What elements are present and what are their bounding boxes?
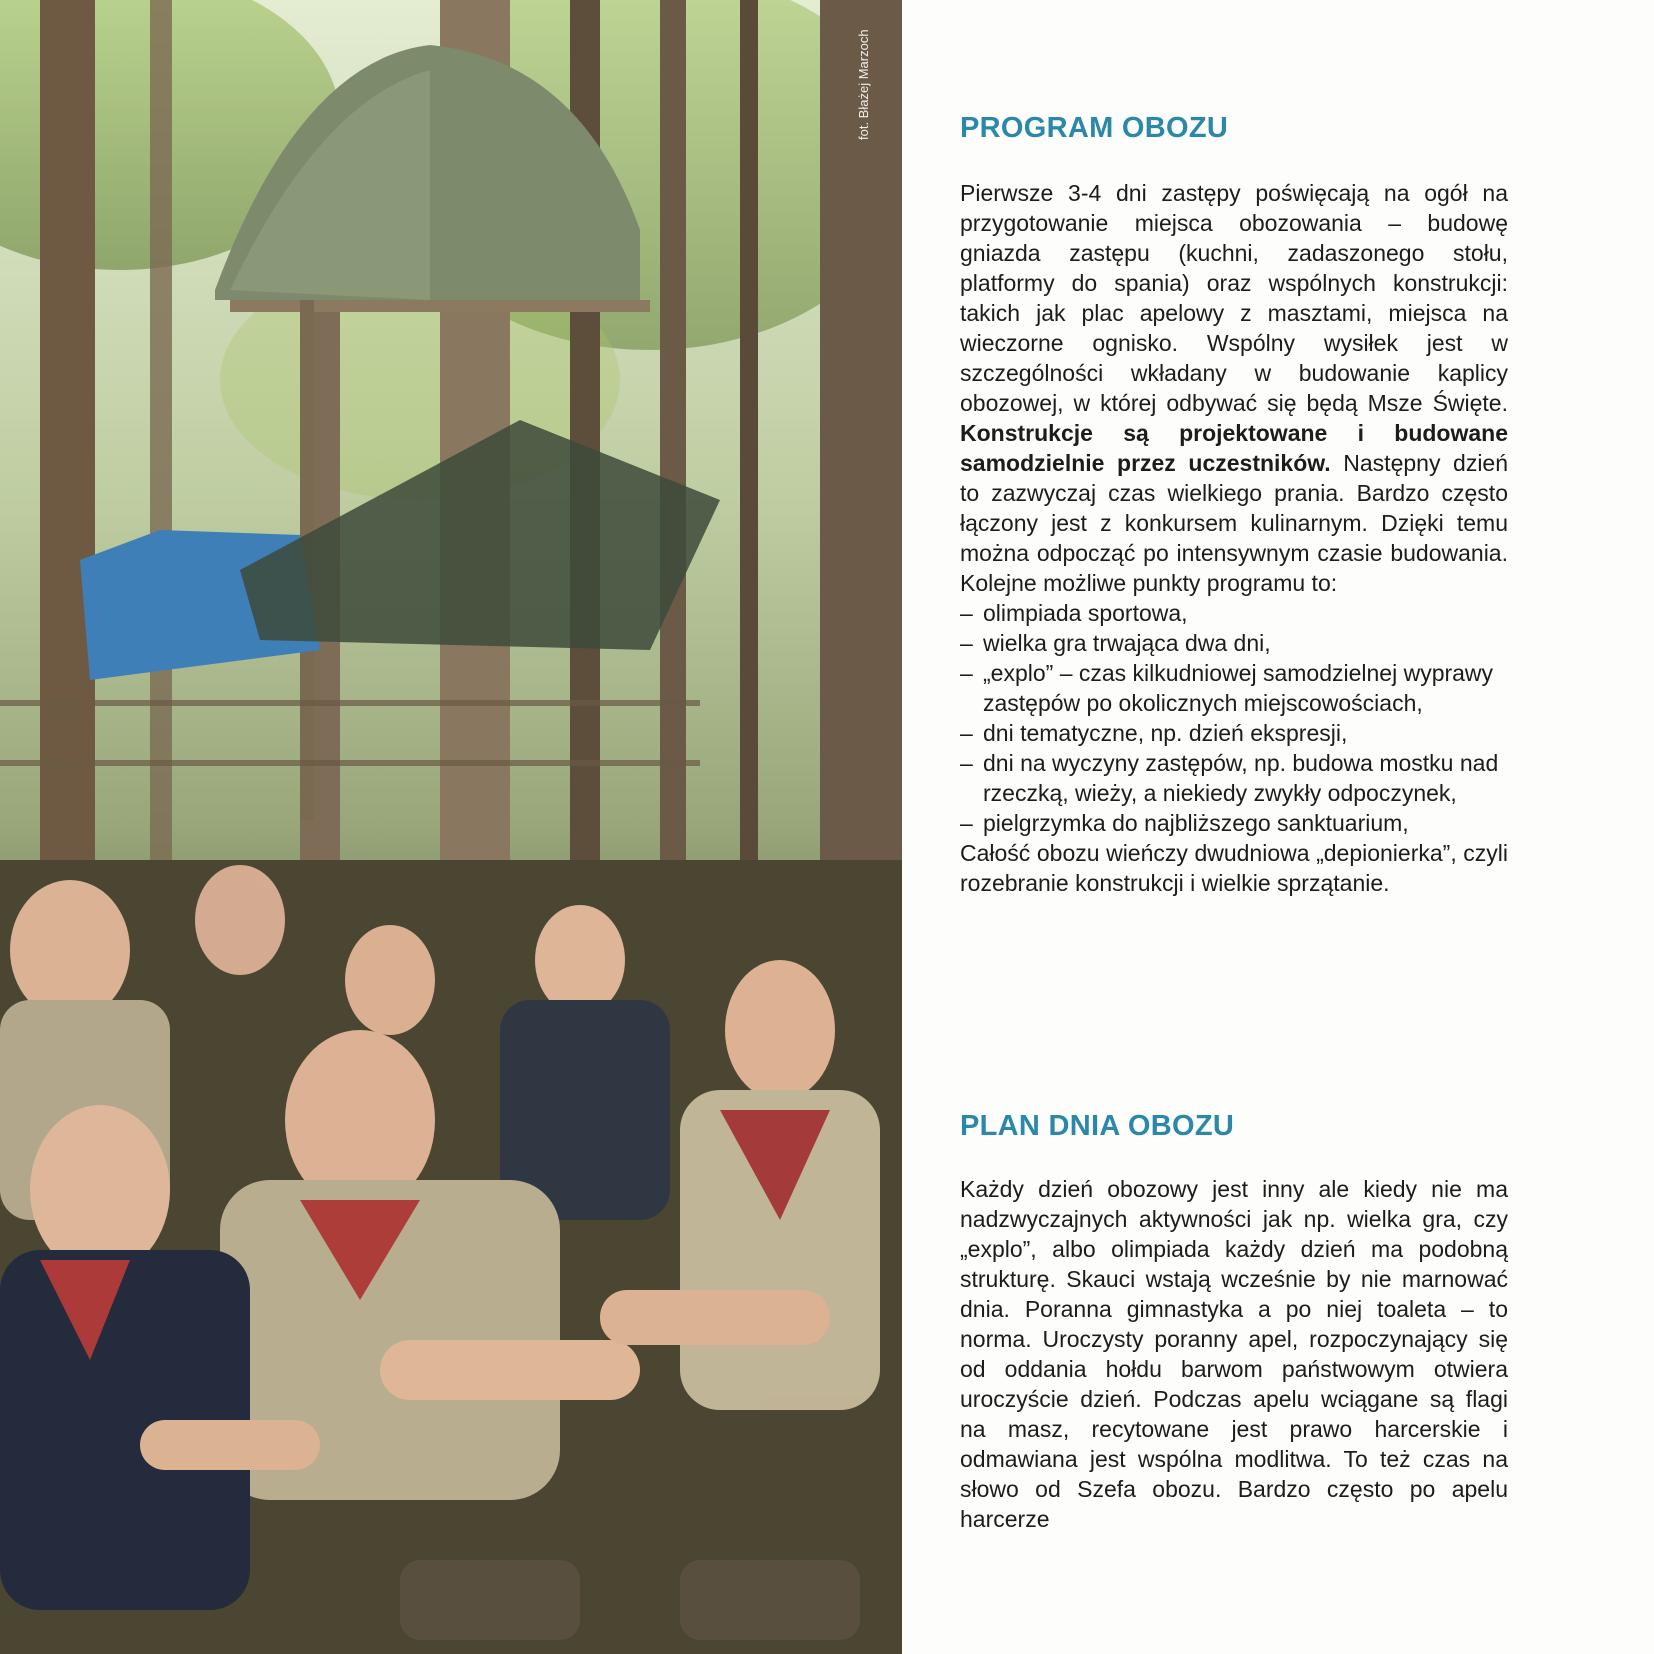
program-bold-statement: Konstrukcje są projektowane i budowane samodzielnie przez uczestników. (960, 420, 1508, 476)
program-after-bold: Następny dzień to zazwyczaj czas wielkiego prania. Bardzo często łączony jest z konkursem kulinarnym. Dzięki temu można odpocząć po intensywnym czasie budowania. Kolejne możliwe punkty programu to: (960, 450, 1509, 596)
program-intro: Pierwsze 3-4 dni zastępy poświęcają na ogół na przygotowanie miejsca obozowania – budowę gniazda zastępu (kuchni, zadaszonego stołu, platformy do spania) oraz wspólnych konstrukcji: takich jak plac apelowy z masztami, miejsca na wieczorne ognisko. Wspólny wysiłek jest w szczególności wkładany w budowanie kaplicy obozowej, w której odbywać się będą Msze Święte. (960, 180, 1508, 416)
day-plan-body: Każdy dzień obozowy jest inny ale kiedy nie ma nadzwyczajnych aktywności jak np. wielka gra, czy „explo”, albo olimpiada każdy dzień ma podobną strukturę. Skauci wstają wcześnie by nie marnować dnia. Poranna gimnastyka a po niej toaleta – to norma. Uroczysty poranny apel, rozpoczynający się od oddania hołdu barwom państwowym otwiera uroczyście dzień. Podczas apelu wciągane są flagi na masz, recytowane jest prawo harcerskie i odmawiana jest wspólna modlitwa. To też czas na słowo od Szefa obozu. Bardzo często po apelu harcerze (960, 1176, 1508, 1532)
program-activity-list (960, 598, 1508, 838)
list-item: – olimpiada sportowa, (960, 598, 1508, 628)
list-item: – dni tematyczne, np. dzień ekspresji, (960, 718, 1508, 748)
list-item: – dni na wyczyny zastępów, np. budowa mostku nad rzeczką, wieży, a niekiedy zwykły odpoczynek, (960, 748, 1508, 808)
section-heading-day-plan: PLAN DNIA OBOZU (960, 1110, 1235, 1142)
list-item: – wielka gra trwająca dwa dni, (960, 628, 1508, 658)
list-item: – „explo” – czas kilkudniowej samodzielnej wyprawy zastępów po okolicznych miejscowościach, (960, 658, 1508, 718)
photo-credit: fot. Błażej Marzoch (856, 29, 871, 140)
list-item: – pielgrzymka do najbliższego sanktuarium, (960, 808, 1508, 838)
program-body (960, 178, 1508, 898)
section-heading-program: PROGRAM OBOZU (960, 112, 1229, 144)
program-closing: Całość obozu wieńczy dwudniowa „depionierka”, czyli rozebranie konstrukcji i wielkie sprzątanie. (960, 840, 1508, 896)
